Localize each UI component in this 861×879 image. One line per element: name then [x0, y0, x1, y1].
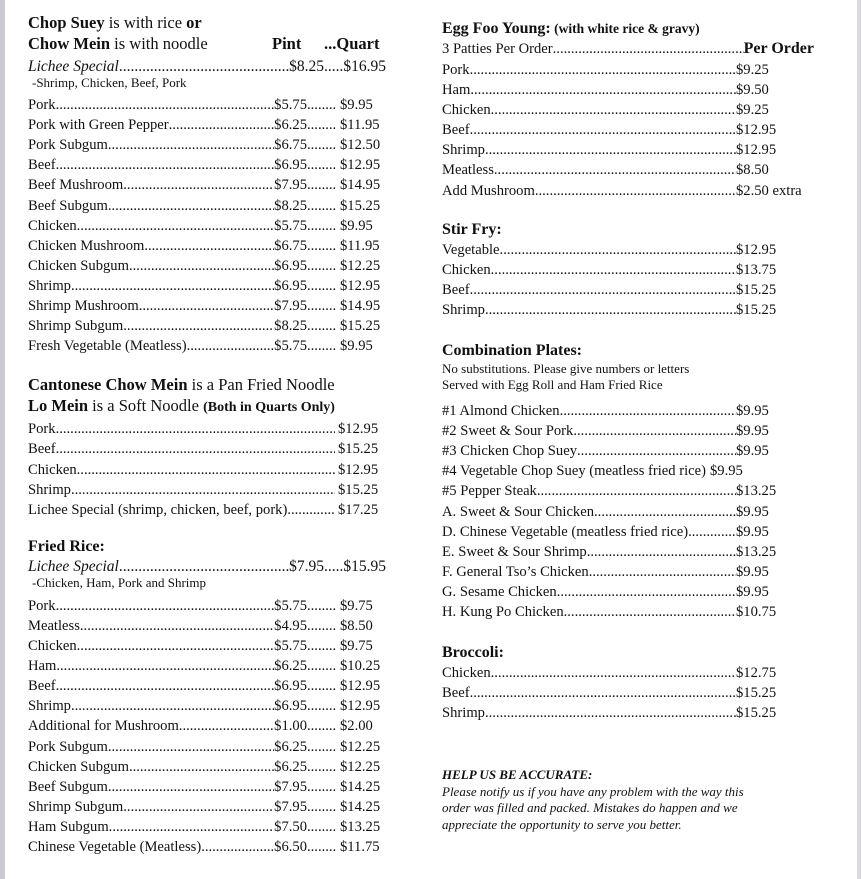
list-item: Chicken ..... $12.95 — [28, 460, 386, 480]
list-item: Pork ..... $9.25 — [442, 60, 814, 80]
list-item: H. Kung Po Chicken ..... $10.75 — [442, 602, 814, 622]
list-item: Shrimp ..... $6.95 ..... $12.95 — [28, 276, 386, 296]
combination-items — [442, 401, 814, 622]
lichee-special-desc: -Shrimp, Chicken, Beef, Pork — [32, 75, 187, 91]
list-item: Beef Subgum ..... $8.25 ..... $15.25 — [28, 196, 386, 216]
list-item: Lichee Special (shrimp, chicken, beef, pork) ..... $17.25 — [28, 500, 386, 520]
list-item: Pork Subgum ..... $6.25 ..... $12.25 — [28, 737, 386, 757]
list-item: #4 Vegetable Chop Suey (meatless fried rice) $9.95 — [442, 463, 743, 480]
broccoli-title: Broccoli: — [442, 644, 504, 662]
list-item: E. Sweet & Sour Shrimp ..... $13.25 — [442, 542, 814, 562]
cantonese-header-line2 — [28, 395, 386, 418]
pint-price: $8.25 — [289, 58, 324, 75]
list-item: Meatless ..... $8.50 — [442, 160, 814, 180]
list-item: Pork ..... $5.75 ..... $9.75 — [28, 596, 386, 616]
list-item: Ham Subgum ..... $7.50 ..... $13.25 — [28, 817, 386, 837]
list-item: Additional for Mushroom ..... $1.00 ..... $2.00 — [28, 716, 386, 736]
list-item: A. Sweet & Sour Chicken ..... $9.95 — [442, 502, 814, 522]
list-item: Shrimp Subgum ..... $8.25 ..... $15.25 — [28, 316, 386, 336]
list-item: Shrimp ..... $15.25 — [28, 480, 386, 500]
chow-mein-desc: is with noodle — [110, 34, 208, 53]
list-item: F. General Tso’s Chicken ..... $9.95 — [442, 562, 814, 582]
list-item: Beef Subgum ..... $7.95 ..... $14.25 — [28, 777, 386, 797]
egg-foo-young-items — [442, 60, 814, 201]
egg-foo-young-title: Egg Foo Young: — [442, 20, 551, 37]
cantonese-label: Cantonese Chow Mein — [28, 375, 188, 395]
help-title: HELP US BE ACCURATE: — [442, 767, 593, 783]
quarts-only-note: (Both in Quarts Only) — [203, 400, 335, 416]
fried-rice-special-desc: -Chicken, Ham, Pork and Shrimp — [32, 574, 207, 590]
combination-note-1: No substitutions. Please give numbers or letters — [442, 361, 690, 377]
list-item: Chicken ..... $9.25 — [442, 100, 814, 120]
list-item: Beef ..... $6.95 ..... $12.95 — [28, 676, 386, 696]
chop-suey-header-line2 — [28, 33, 386, 54]
list-item: Meatless ..... $4.95 ..... $8.50 — [28, 616, 386, 636]
list-item: #1 Almond Chicken ..... $9.95 — [442, 401, 814, 421]
list-item: Beef ..... $15.25 — [442, 683, 814, 703]
list-item: G. Sesame Chicken ..... $9.95 — [442, 582, 814, 602]
list-item: Shrimp ..... $15.25 — [442, 300, 814, 320]
list-item: Shrimp ..... $15.25 — [442, 703, 814, 723]
list-item: Beef ..... $15.25 — [442, 280, 814, 300]
list-item: Beef Mushroom ..... $7.95 ..... $14.95 — [28, 175, 386, 195]
cantonese-section — [28, 374, 386, 519]
chop-suey-items — [28, 95, 386, 356]
egg-foo-young-section — [442, 18, 814, 201]
item-name: Lichee Special — [28, 58, 119, 75]
egg-foo-young-note: (with white rice & gravy) — [550, 21, 700, 36]
list-item: Beef ..... $12.95 — [442, 120, 814, 140]
quart-column-header: ...Quart — [324, 34, 380, 53]
stir-fry-title: Stir Fry: — [442, 220, 502, 238]
list-item: Pork Subgum ..... $6.75 ..... $12.50 — [28, 135, 386, 155]
price-separator: ..... — [324, 58, 344, 75]
egg-foo-young-subheader — [442, 39, 814, 60]
stir-fry-section — [442, 219, 814, 320]
chop-suey-or: or — [186, 13, 202, 32]
list-item: Pork ..... $5.75 ..... $9.95 — [28, 95, 386, 115]
list-item: #3 Chicken Chop Suey ..... $9.95 — [442, 441, 814, 461]
fried-rice-title: Fried Rice: — [28, 537, 105, 555]
fried-rice-items — [28, 596, 386, 857]
list-item: Vegetable ..... $12.95 — [442, 240, 814, 260]
pint-column-header: Pint — [272, 34, 302, 53]
combination-plates-title: Combination Plates: — [442, 342, 582, 360]
quart-price: $16.95 — [343, 58, 386, 75]
cantonese-desc: is a Pan Fried Noodle — [187, 375, 335, 395]
list-item: Shrimp Subgum ..... $7.95 ..... $14.25 — [28, 797, 386, 817]
list-item: Chicken ..... $5.75 ..... $9.95 — [28, 216, 386, 236]
list-item: Shrimp ..... $6.95 ..... $12.95 — [28, 696, 386, 716]
lichee-special-row — [28, 57, 386, 77]
page-edge-right — [857, 0, 861, 879]
list-item: Chicken Subgum ..... $6.95 ..... $12.25 — [28, 256, 386, 276]
list-item: Chicken ..... $13.75 — [442, 260, 814, 280]
list-item: Fresh Vegetable (Meatless) ..... $5.75 ..... $9.95 — [28, 336, 386, 356]
cantonese-header-line1 — [28, 374, 386, 395]
list-item: Ham ..... $9.50 — [442, 80, 814, 100]
list-item: Shrimp ..... $12.95 — [442, 140, 814, 160]
per-order-header: Per Order — [743, 40, 814, 57]
cantonese-items — [28, 419, 386, 519]
patties-per-order: 3 Patties Per Order — [442, 41, 553, 57]
menu-left-column — [28, 0, 386, 857]
broccoli-items — [442, 663, 814, 723]
help-line-3: appreciate the opportunity to serve you better. — [442, 816, 682, 832]
combination-note-2: Served with Egg Roll and Ham Fried Rice — [442, 377, 663, 393]
combination-plates-section — [442, 340, 814, 622]
lo-mein-desc: is a Soft Noodle — [88, 396, 204, 416]
item-name: Lichee Special — [28, 557, 119, 575]
lo-mein-label: Lo Mein — [28, 396, 89, 416]
list-item: Chicken ..... $12.75 — [442, 663, 814, 683]
list-item: Chicken ..... $5.75 ..... $9.75 — [28, 636, 386, 656]
chow-mein-label: Chow Mein — [28, 34, 111, 53]
list-item: D. Chinese Vegetable (meatless fried rice) ..... $9.95 — [442, 522, 814, 542]
help-accurate-section — [442, 767, 814, 833]
list-item: Pork with Green Pepper ..... $6.25 ..... $11.95 — [28, 115, 386, 135]
list-item: #2 Sweet & Sour Pork ..... $9.95 — [442, 421, 814, 441]
list-item: Beef ..... $15.25 — [28, 439, 386, 459]
list-item: Shrimp Mushroom ..... $7.95 ..... $14.95 — [28, 296, 386, 316]
list-item: Chinese Vegetable (Meatless) ..... $6.50 ..... $11.75 — [28, 837, 386, 857]
fried-rice-special-row — [28, 557, 386, 577]
chop-suey-header-line1 — [28, 12, 386, 33]
pint-price: $7.95 — [289, 557, 324, 575]
list-item: Chicken Mushroom ..... $6.75 ..... $11.95 — [28, 236, 386, 256]
list-item: Pork ..... $12.95 — [28, 419, 386, 439]
fried-rice-section — [28, 536, 386, 857]
list-item: Add Mushroom ..... $2.50 extra — [442, 181, 814, 201]
quart-price: $15.95 — [343, 557, 386, 575]
list-item: Chicken Subgum ..... $6.25 ..... $12.25 — [28, 757, 386, 777]
chop-suey-desc: is with rice — [104, 13, 187, 32]
price-separator: ..... — [324, 557, 344, 575]
help-line-1: Please notify us if you have any problem with the way this — [442, 783, 744, 799]
stir-fry-items — [442, 240, 814, 320]
list-item: Ham ..... $6.25 ..... $10.25 — [28, 656, 386, 676]
help-line-2: order was filled and packed. Mistakes do happen and we — [442, 800, 738, 816]
broccoli-section — [442, 642, 814, 723]
chop-suey-section — [28, 12, 386, 356]
chop-suey-label: Chop Suey — [28, 13, 105, 32]
list-item: #5 Pepper Steak ..... $13.25 — [442, 481, 814, 501]
menu-right-column — [442, 0, 814, 833]
list-item: Beef ..... $6.95 ..... $12.95 — [28, 155, 386, 175]
egg-foo-young-header — [442, 18, 814, 39]
page-edge-left — [0, 0, 5, 879]
